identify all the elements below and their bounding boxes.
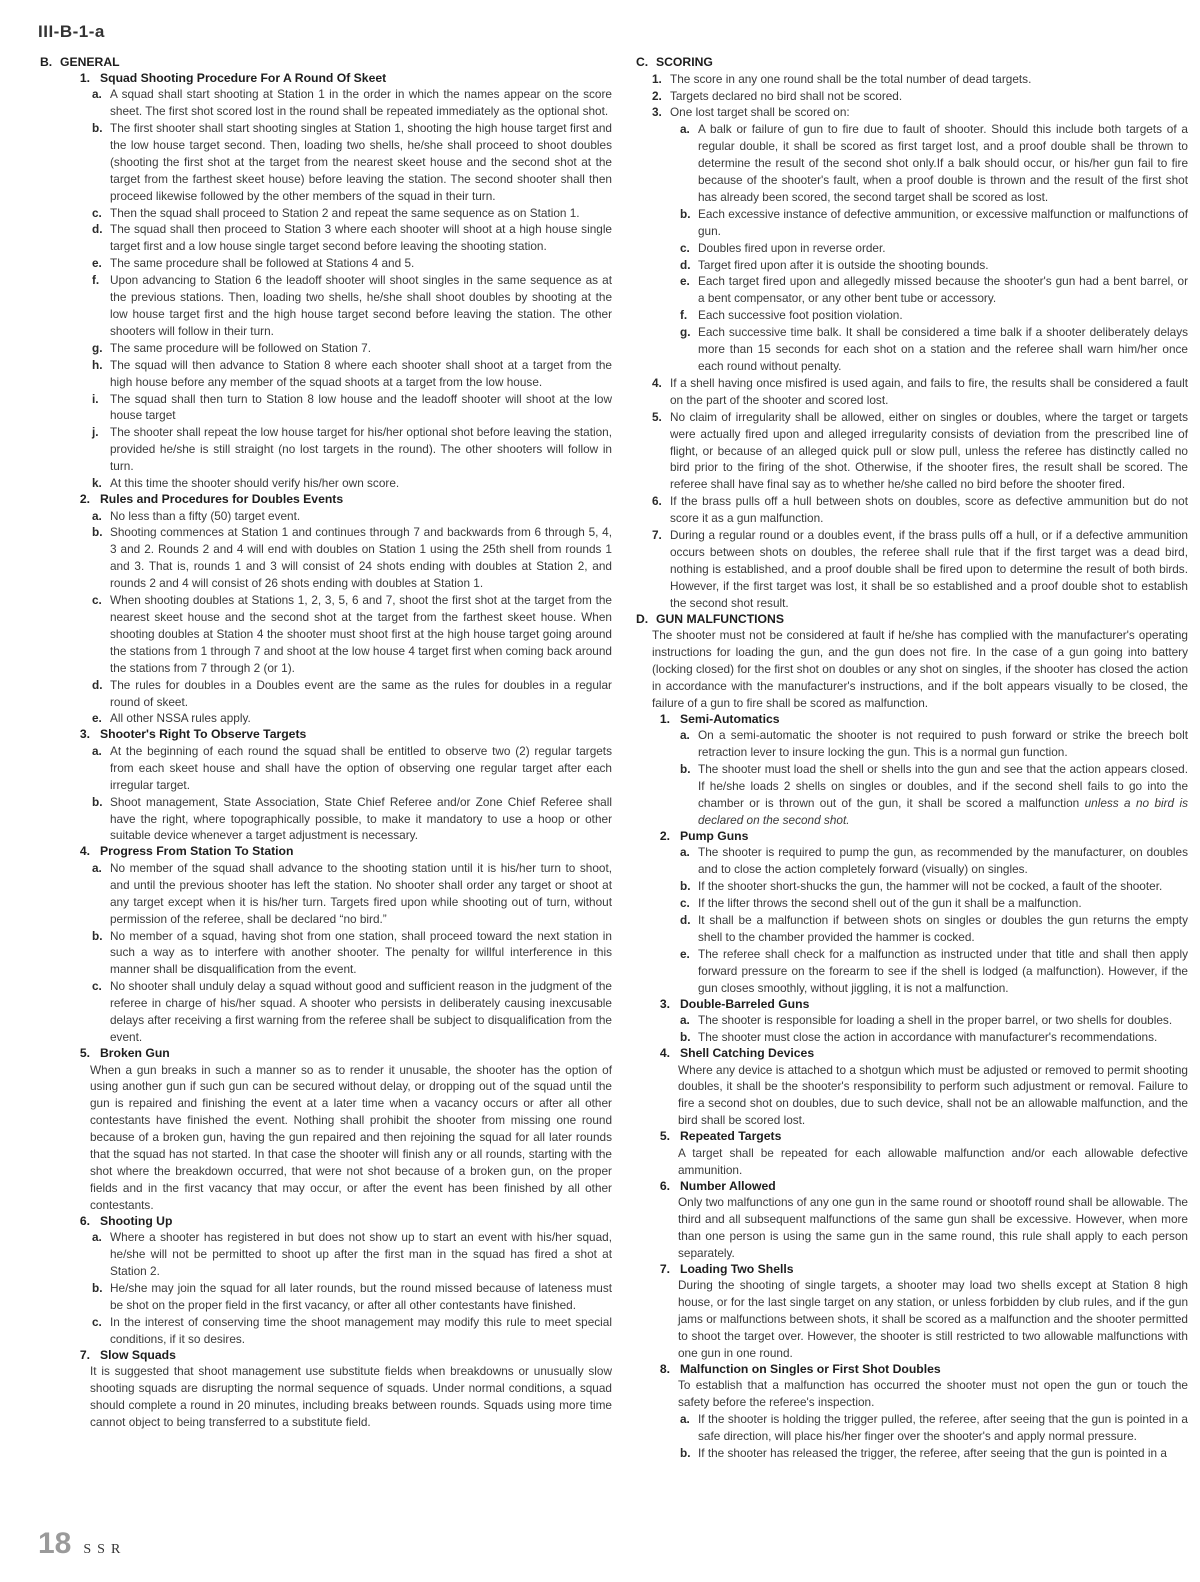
item-label: a.: [680, 845, 690, 860]
item-text: [110, 1229, 612, 1280]
item-label: b.: [92, 1280, 103, 1295]
rule-number: 3.: [79, 727, 90, 742]
item-text-content: The shooter must load the shell or shells into the gun and see that the action appears closed. If he/she loads 2 shells on singles or doubles, and if the second shell fails to go into the chamber or is thrown out of the gun, it shall be scored a malfunction: [698, 762, 1188, 810]
rule-title: Shooter's Right To Observe Targets: [100, 727, 307, 742]
item-text: [698, 895, 1188, 912]
item-text-content: If the shooter is holding the trigger pulled, the referee, after seeing that the gun is pointed in a safe direction, will place his/her finger over the shooter's and apply normal pressure.: [698, 1412, 1188, 1444]
item-label: a.: [680, 728, 690, 743]
list-item: [92, 1314, 612, 1348]
list-item: [680, 761, 1188, 829]
item-text-content: No member of a squad, having shot from one station, shall proceed toward the next station in such a way as to interfere with another shooter. The penalty for willful interference in this manner shall be disqualification from the event.: [110, 928, 612, 977]
item-label: b.: [680, 762, 691, 777]
rule-title: Rules and Procedures for Doubles Events: [100, 491, 344, 506]
item-text: [110, 86, 612, 120]
item-text: [698, 878, 1188, 895]
item-label: 1.: [652, 71, 662, 86]
item-label: a.: [92, 860, 102, 875]
rule-heading: [648, 997, 1188, 1013]
list-item: [92, 1229, 612, 1280]
list-item: [652, 88, 1188, 105]
rule-heading: [68, 844, 612, 860]
rule-number: 1.: [659, 711, 670, 726]
item-text-content: No claim of irregularity shall be allowed, either on singles or doubles, where the target or targets were actually fired upon and alleged irregularity consists of deviation from the prescribed line of flight, or because of an alleged quick pull or slow pull, unless the referee has distinctly called no bird prior to the firing of the shot. Otherwise, if the shooter fires, the result shall be scored. The referee shall have final say as to whether he/she called no bird before the shooter fired.: [670, 409, 1188, 492]
item-text: [698, 946, 1188, 997]
list-item: [680, 121, 1188, 206]
item-text-content: A squad shall start shooting at Station 1 in the order in which the names appear on the score sheet. The first shot scored lost in the round shall be repeated immediately as the optional shot.: [110, 87, 612, 119]
rule-heading: [68, 1214, 612, 1230]
item-text: [110, 794, 612, 845]
item-label: g.: [680, 325, 691, 340]
list-item: [92, 391, 612, 425]
rule-title: Malfunction on Singles or First Shot Doubles: [680, 1361, 941, 1376]
section-heading: [636, 55, 1188, 71]
list-item: [92, 340, 612, 357]
rule-title: Loading Two Shells: [680, 1261, 794, 1276]
item-label: c.: [92, 205, 102, 220]
item-text-content: It shall be a malfunction if between shots on singles or doubles the gun returns the empty shell to the chamber provided the hammer is cocked.: [698, 912, 1188, 944]
rule-paragraph: When a gun breaks in such a manner so as to render it unusable, the shooter has the option of using another gun if such gun can be secured without delay, or dropping out of the squad until the gun is repaired and finishing the event at a later time when a vacancy occurs or after all other contestants have finished the event. Nothing shall prohibit the shooter from missing one round because of a broken gun, having the gun repaired and then rejoining the squad for all later rounds that the squad has not started. In that case the shooter will finish any or all rounds, starting with the shot where the breakdown occurred, that were not shot because of a broken gun, on the proper fields and in the first vacancy that may occur, or after the event has been finished by all other contestants.: [90, 1062, 612, 1212]
item-text-content: At this time the shooter should verify his/her own score.: [110, 476, 400, 491]
rule-heading: [648, 1362, 1188, 1378]
rule-number: 6.: [659, 1178, 670, 1193]
list-item: [92, 357, 612, 391]
item-text: [110, 860, 612, 928]
item-text-content: All other NSSA rules apply.: [110, 711, 251, 726]
item-text-content: The same procedure will be followed on Station 7.: [110, 340, 371, 355]
rule-number: 4.: [79, 844, 90, 859]
list-item: [652, 409, 1188, 494]
item-text: [110, 592, 612, 677]
item-label: i.: [92, 391, 99, 406]
list-item: [680, 273, 1188, 307]
item-text-content: A balk or failure of gun to fire due to fault of shooter. Should this include both targets of a regular double, it shall be scored as first target lost, and a proof double shall be thrown to determine the result of the second shot only.If a balk should occur, or his/her gun fail to fire because of the shooter's fault, when a proof double is thrown and the result of the first shot has already been scored, the second target shall be scored as lost.: [698, 122, 1188, 204]
publication-name: SSR: [83, 1542, 127, 1557]
list-item: [652, 104, 1188, 121]
rule-paragraph: To establish that a malfunction has occurred the shooter must not open the gun or touch the safety before the referee's inspection.: [678, 1378, 1188, 1410]
item-label: 5.: [652, 409, 662, 424]
list-item: [680, 324, 1188, 375]
item-label: e.: [92, 256, 102, 271]
list-item: [92, 1280, 612, 1314]
item-text: [670, 375, 1188, 409]
section-heading: [636, 612, 1188, 628]
rule-heading: [68, 1046, 612, 1062]
item-label: c.: [680, 896, 690, 911]
item-text-content: Target fired upon after it is outside the shooting bounds.: [698, 257, 989, 272]
rule-number: 7.: [659, 1261, 670, 1276]
item-text-content: When shooting doubles at Stations 1, 2, 3, 5, 6 and 7, shoot the first shot at the target from the nearest skeet house and the second shot at the target from the farthest skeet house. When shooting doubles at Station 4 the shooter must shoot first at the high house target going around the stations from 1 through 7 and shoot at the low house 4 target first when coming back around the stations from 7 through 2 (or 1).: [110, 593, 612, 675]
item-text-content: The score in any one round shall be the total number of dead targets.: [670, 71, 1032, 86]
item-text: [110, 424, 612, 475]
item-text: [698, 240, 1188, 257]
item-text-content: No shooter shall unduly delay a squad without good and sufficient reason in the judgment of the referee in charge of his/her squad. A shooter who persists in deliberately causing inexcusable delays after receiving a first warning from the referee shall be subject to disqualification from the event.: [110, 979, 612, 1044]
item-text-content: The shooter must close the action in accordance with manufacturer's recommendations.: [698, 1030, 1158, 1044]
item-label: c.: [92, 979, 102, 994]
item-text: [698, 121, 1188, 206]
rule-title: Double-Barreled Guns: [680, 996, 810, 1011]
rule-title: Progress From Station To Station: [100, 844, 294, 859]
item-text: [698, 1012, 1188, 1029]
list-item: [92, 205, 612, 222]
item-label: f.: [680, 308, 688, 323]
item-text-content: Targets declared no bird shall not be scored.: [670, 88, 903, 103]
item-text: [110, 677, 612, 711]
item-text: [670, 527, 1188, 612]
list-item: [680, 912, 1188, 946]
list-item: [680, 844, 1188, 878]
item-label: d.: [680, 257, 691, 272]
item-label: e.: [680, 274, 690, 289]
item-label: e.: [92, 711, 102, 726]
rule-number: 2.: [79, 491, 90, 506]
item-label: a.: [680, 122, 690, 137]
list-item: [680, 946, 1188, 997]
rule-number: 2.: [659, 828, 670, 843]
item-label: b.: [92, 121, 103, 135]
item-text-content: Each target fired upon and allegedly missed because the shooter's gun had a bent barrel, or a bent compensator, or any other bent tube or accessory.: [698, 274, 1188, 306]
section-heading: [40, 55, 612, 71]
rule-heading: [648, 1262, 1188, 1278]
item-label: k.: [92, 476, 102, 491]
item-label: d.: [680, 912, 691, 927]
rule-heading: [68, 1348, 612, 1364]
list-item: [92, 272, 612, 340]
item-emphasis: unless a no bird is declared on the second shot.: [698, 795, 1189, 827]
item-text: [698, 844, 1188, 878]
item-text-content: If the shooter has released the trigger, the referee, after seeing that the gun is pointed in a: [698, 1446, 1167, 1461]
item-text-content: The first shooter shall start shooting singles at Station 1, shooting the high house target first and the low house target second. Then, loading two shells, he/she shall proceed to shoot doubles (shooting the first shot at the target from the nearest skeet house and the second shot at the target from the farthest skeet house) before leaving the station. The second shooter shall then proceed likewise followed by the other members of the squad in their turn.: [110, 121, 612, 203]
item-label: 2.: [652, 88, 662, 103]
rule-title: Broken Gun: [100, 1045, 170, 1060]
item-text: [698, 761, 1188, 829]
rule-number: 6.: [79, 1213, 90, 1228]
item-text: [110, 1314, 612, 1348]
item-label: b.: [92, 525, 103, 540]
rule-heading: [68, 492, 612, 508]
rule-paragraph: Only two malfunctions of any one gun in the same round or shootoff round shall be allowable. The third and all subsequent malfunctions of the same gun shall be excessive. However, when more than one person is using the same gun in the same round, this rule shall apply to each person separately.: [678, 1195, 1188, 1260]
item-text: [698, 1029, 1188, 1046]
item-text: [110, 391, 612, 425]
item-text: [110, 221, 612, 255]
rule-number: 5.: [659, 1129, 670, 1144]
page-section-header: III-B-1-a: [38, 22, 105, 41]
item-text-content: In the interest of conserving time the shoot management may modify this rule to meet special conditions, if it so desires.: [110, 1314, 612, 1346]
list-item: [92, 928, 612, 979]
item-label: b.: [680, 879, 691, 894]
rule-title: Pump Guns: [680, 828, 749, 843]
item-text: [698, 324, 1188, 375]
item-label: g.: [92, 340, 103, 355]
item-text: [670, 104, 1188, 121]
list-item: [92, 592, 612, 677]
rule-title: Squad Shooting Procedure For A Round Of Skeet: [100, 70, 387, 85]
item-text-content: The referee shall check for a malfunction as instructed under that title and shall then apply forward pressure on the forearm to see if the shell is lodged (a malfunction). However, if the gun closes smoothly, without jiggling, it is not a malfunction.: [698, 946, 1188, 995]
list-item: [92, 860, 612, 928]
item-text-content: On a semi-automatic the shooter is not required to push forward or strike the breech bolt retraction lever to insure locking the gun. This is a normal gun function.: [698, 728, 1188, 760]
list-item: [92, 710, 612, 727]
item-text: [110, 255, 612, 272]
item-text-content: Each successive time balk. It shall be considered a time balk if a shooter deliberately delays more than 15 seconds for each shot on a station and the referee shall warn him/her once each round without penalty.: [698, 325, 1188, 373]
item-text: [670, 71, 1188, 88]
list-item: [680, 1411, 1188, 1445]
rule-title: Shell Catching Devices: [680, 1045, 815, 1060]
rule-number: 7.: [79, 1347, 90, 1362]
item-label: a.: [680, 1013, 690, 1028]
item-text: [698, 1411, 1188, 1445]
rule-title: Semi-Automatics: [680, 711, 780, 726]
item-text-content: The squad shall then turn to Station 8 low house and the leadoff shooter will shoot at the low house target: [110, 391, 612, 423]
rule-paragraph: A target shall be repeated for each allowable malfunction and/or each allowable defective ammunition.: [678, 1145, 1188, 1177]
rule-number: 3.: [659, 996, 670, 1011]
rule-heading: [648, 1129, 1188, 1145]
list-item: [652, 493, 1188, 527]
item-text-content: Doubles fired upon in reverse order.: [698, 240, 886, 255]
item-label: d.: [92, 677, 103, 692]
item-text-content: Shoot management, State Association, State Chief Referee and/or Zone Chief Referee shall have the right, where topographically possible, to make it mandatory to use a hoop or other suitable device whenever a target adjustment is necessary.: [110, 794, 612, 843]
item-text: [670, 409, 1188, 494]
rule-number: 5.: [79, 1045, 90, 1060]
item-label: h.: [92, 357, 103, 372]
rule-title: Number Allowed: [680, 1178, 776, 1193]
list-item: [92, 255, 612, 272]
item-label: 6.: [652, 494, 662, 509]
list-item: [680, 206, 1188, 240]
item-label: b.: [92, 928, 103, 943]
list-item: [92, 86, 612, 120]
item-text-content: The same procedure shall be followed at Stations 4 and 5.: [110, 256, 415, 271]
list-item: [92, 221, 612, 255]
item-text-content: The rules for doubles in a Doubles event are the same as the rules for doubles in a regular round of skeet.: [110, 677, 612, 709]
item-text-content: At the beginning of each round the squad shall be entitled to observe two (2) regular targets from each skeet house and shall have the option of observing one regular target after each irregular target.: [110, 743, 612, 792]
section-letter: D.: [636, 611, 649, 626]
right-column: [636, 55, 1188, 1462]
list-item: [652, 71, 1188, 88]
item-text-content: Each excessive instance of defective ammunition, or excessive malfunction or malfunctions of gun.: [698, 206, 1188, 238]
list-item: [92, 120, 612, 205]
item-text: [110, 357, 612, 391]
item-label: 3.: [652, 105, 662, 120]
item-text: [110, 340, 612, 357]
list-item: [680, 307, 1188, 324]
item-text: [110, 508, 612, 525]
item-text-content: Upon advancing to Station 6 the leadoff shooter will shoot singles in the same sequence as at the previous stations. Then, loading two shells, he/she shall shoot doubles by shooting at the low house target first and the high house target second before leaving the station. The other shooters will follow in their turn.: [110, 273, 612, 338]
item-text-content: No member of the squad shall advance to the shooting station until it is his/her turn to shoot, and until the previous shooter has left the station. No shooter shall order any target or shoot at any target except when it is his/her turn. Targets fired upon while shooting out of turn, without permission of the referee, shall be declared “no bird.”: [110, 860, 612, 926]
section-letter: B.: [40, 55, 53, 69]
item-label: c.: [92, 1314, 102, 1329]
item-label: e.: [680, 946, 690, 961]
list-item: [652, 375, 1188, 409]
item-text-content: The shooter is required to pump the gun, as recommended by the manufacturer, on doubles and to close the action completely forward (visually) on singles.: [698, 845, 1188, 877]
item-text: [110, 475, 612, 492]
rule-number: 4.: [659, 1045, 670, 1060]
item-text: [110, 272, 612, 340]
list-item: [92, 475, 612, 492]
list-item: [92, 978, 612, 1046]
list-item: [652, 527, 1188, 612]
rule-title: Slow Squads: [100, 1347, 176, 1362]
rule-heading: [68, 727, 612, 743]
page-footer: [38, 1527, 126, 1561]
item-text-content: The shooter is responsible for loading a shell in the proper barrel, or two shells for doubles.: [698, 1013, 1173, 1028]
rule-paragraph: During the shooting of single targets, a shooter may load two shells except at Station 8 high house, or for the last single target on any station, or unless forbidden by club rules, and if the gun jams or malfunctions between shots, it shall be scored as a malfunction and the shooter permitted to shoot the target over. However, the shooter is still restricted to two allowable malfunctions with one gun in one round.: [678, 1278, 1188, 1360]
item-text-content: He/she may join the squad for all later rounds, but the round missed because of lateness must be shot on the proper field in the first vacancy, or after all other contestants have finished.: [110, 1280, 612, 1312]
section-title: GENERAL: [60, 55, 120, 69]
rule-paragraph: Where any device is attached to a shotgun which must be adjusted or removed to permit shooting doubles, it shall be the shooter's responsibility to perform such adjustment or removal. Failure to fire a second shot on doubles, due to such device, shall not be an allowable malfunction, and the bird shall be scored lost.: [678, 1062, 1188, 1128]
rule-paragraph: The shooter must not be considered at fault if he/she has complied with the manufacturer's operating instructions for loading the gun, and the gun does not fire. In the case of a gun going into battery (locking closed) for the first shot on doubles or any shot on singles, if the shooter has closed the action in accordance with the manufacturer's instructions, and if the bolt appears visually to be closed, the failure of a gun to fire shall be scored as malfunction.: [652, 628, 1188, 710]
list-item: [680, 878, 1188, 895]
item-text: [698, 727, 1188, 761]
item-text-content: During a regular round or a doubles event, if the brass pulls off a hull, or if a defective ammunition occurs between shots on doubles, the referee shall rule that if the first target was a dead bird, nothing is established, and a proof double shall be fired upon to determine the result of both birds. However, if the first target was lost, it shall be so established and a proof double shot to establish the second shot result.: [670, 528, 1188, 610]
item-label: c.: [680, 240, 690, 255]
rule-heading: [648, 712, 1188, 728]
item-text: [698, 273, 1188, 307]
list-item: [92, 743, 612, 794]
item-text: [110, 928, 612, 979]
item-text: [110, 743, 612, 794]
list-item: [680, 1445, 1188, 1462]
item-label: d.: [92, 222, 103, 237]
item-text-content: The shooter shall repeat the low house target for his/her optional shot before leaving the station, provided he/she is still straight (no lost targets in the round). The other shooters will follow in turn.: [110, 425, 612, 474]
section-letter: C.: [636, 55, 649, 69]
item-label: a.: [92, 1230, 102, 1245]
rule-heading: [648, 829, 1188, 845]
list-item: [680, 1029, 1188, 1046]
item-text-content: Each successive foot position violation.: [698, 308, 903, 323]
item-label: b.: [680, 206, 691, 221]
list-item: [92, 508, 612, 525]
item-label: a.: [92, 87, 102, 102]
rule-title: Repeated Targets: [680, 1129, 782, 1144]
list-item: [680, 257, 1188, 274]
item-label: b.: [92, 794, 103, 809]
page-number: 18: [38, 1527, 72, 1560]
item-label: 4.: [652, 375, 662, 390]
item-text: [698, 257, 1188, 274]
item-label: f.: [92, 273, 100, 288]
item-text: [110, 524, 612, 592]
rule-number: 8.: [659, 1361, 670, 1376]
list-item: [92, 794, 612, 845]
item-text-content: The squad will then advance to Station 8 where each shooter shall shoot at a target from the high house before any member of the squad shoots at a target from the low house.: [110, 357, 612, 389]
item-text: [110, 710, 612, 727]
rule-heading: [68, 71, 612, 87]
item-text-content: No less than a fifty (50) target event.: [110, 508, 301, 523]
section-title: GUN MALFUNCTIONS: [656, 611, 784, 626]
item-text: [698, 1445, 1188, 1462]
item-label: 7.: [652, 528, 662, 543]
item-text: [698, 307, 1188, 324]
rule-number: 1.: [79, 70, 90, 85]
item-text-content: Shooting commences at Station 1 and continues through 7 and backwards from 6 through 5, 4, 3 and 2. Rounds 2 and 4 will end with doubles on Station 1 using the 25th shell from rounds 1 and 3. That is, rounds 1 and 3 will consist of 24 shots ending with doubles at Station 2, and rounds 2 and 4 will consist of 26 shots ending with doubles at Station 1.: [110, 525, 612, 591]
item-label: b.: [680, 1446, 691, 1461]
item-text-content: If a shell having once misfired is used again, and fails to fire, the results shall be considered a fault on the part of the shooter and scored lost.: [670, 375, 1188, 407]
list-item: [680, 1012, 1188, 1029]
rule-heading: [648, 1046, 1188, 1062]
item-text-content: Then the squad shall proceed to Station 2 and repeat the same sequence as on Station 1.: [110, 205, 580, 220]
item-text-content: If the lifter throws the second shell out of the gun it shall be a malfunction.: [698, 896, 1082, 911]
list-item: [92, 677, 612, 711]
item-label: c.: [92, 593, 102, 608]
item-text: [110, 1280, 612, 1314]
list-item: [92, 524, 612, 592]
item-text-content: The squad shall then proceed to Station 3 where each shooter will shoot at a high house single target first and a low house single target second before leaving the shooting station.: [110, 222, 612, 254]
item-text-content: If the shooter short-shucks the gun, the hammer will not be cocked, a fault of the shooter.: [698, 879, 1163, 894]
rule-heading: [648, 1179, 1188, 1195]
list-item: [92, 424, 612, 475]
item-label: b.: [680, 1030, 691, 1044]
item-text: [110, 205, 612, 222]
item-text: [670, 493, 1188, 527]
item-text-content: One lost target shall be scored on:: [670, 105, 850, 120]
section-title: SCORING: [656, 55, 713, 69]
item-text-content: If the brass pulls off a hull between shots on doubles, score as defective ammunition but do not score it as a gun malfunction.: [670, 494, 1188, 526]
list-item: [680, 727, 1188, 761]
list-item: [680, 240, 1188, 257]
rule-title: Shooting Up: [100, 1213, 173, 1228]
item-text: [698, 912, 1188, 946]
list-item: [680, 895, 1188, 912]
item-label: a.: [92, 743, 102, 758]
item-text-content: Where a shooter has registered in but does not show up to start an event with his/her squad, he/she will not be permitted to shoot up after the first man in the squad has fired a shot at Station 2.: [110, 1230, 612, 1279]
left-column: [40, 55, 612, 1431]
rule-paragraph: It is suggested that shoot management use substitute fields when breakdowns or unusually slow shooting squads are disrupting the normal sequence of squads. Under normal conditions, a squad should complete a round in 20 minutes, including breaks between rounds. Squads using more time cannot object to being transferred to a substitute field.: [90, 1364, 612, 1429]
item-label: a.: [92, 508, 102, 523]
item-label: j.: [92, 425, 99, 440]
item-label: a.: [680, 1412, 690, 1427]
item-text: [670, 88, 1188, 105]
item-text: [698, 206, 1188, 240]
item-text: [110, 120, 612, 205]
item-text: [110, 978, 612, 1046]
